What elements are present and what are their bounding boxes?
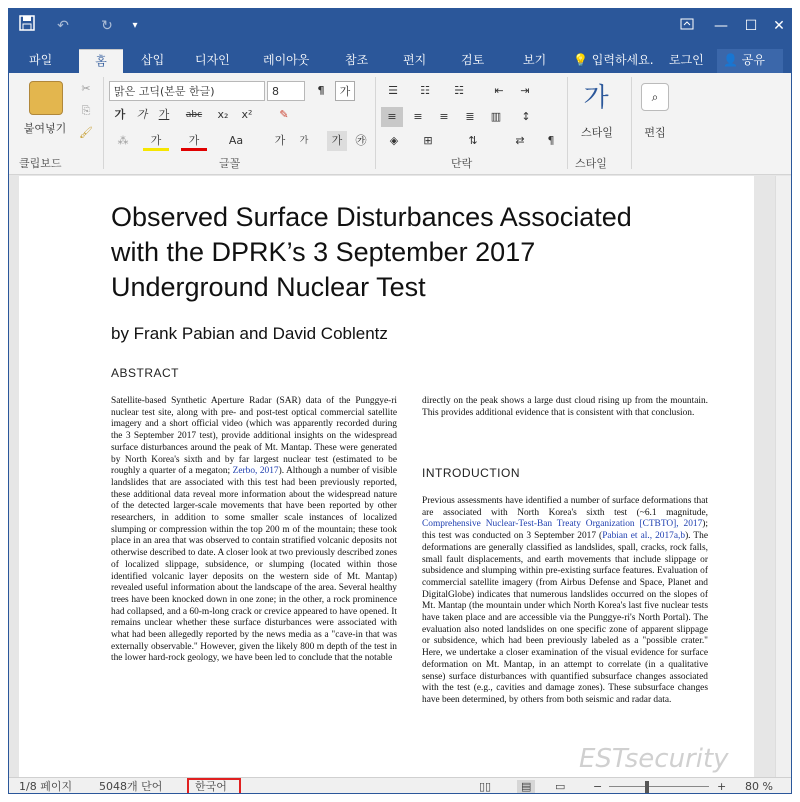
sign-in-link[interactable]: 로그인 [669,53,704,67]
vertical-scrollbar[interactable] [775,176,791,777]
read-mode-icon[interactable]: ▯▯ [479,780,492,793]
text-effects-icon[interactable]: ⁂ [117,134,129,147]
word-count[interactable]: 5048개 단어 [99,780,163,793]
find-icon[interactable]: ⌕ [641,83,669,111]
print-layout-icon[interactable]: ▤ [517,780,535,794]
tab-view[interactable]: 보기 [523,53,547,67]
intro-text: ). The deformations are generally classified as landslides, spall, cracks, rock falls, small fault displacements, and earth movements that include slippage or subsidence and slumping within pre-existing surface features. Evaluation of commercial satellite imagery (from Airbus Defense and Space, Planet and DigitalGlobe) indicates that numerous landslides occurred on the slopes of Mt. Mantap (the mountain under which North Korea's last five nuclear tests have taken place and are accessible via the Punggye-ri's North Portal). The evaluation also noted landslides on one specific zone of apparent slippage or subsidence, which had been previously labeled as a "possible crater." Here, we undertake a closer examination of the visual evidence for surface deformation on Mt. Mantap, in an attempt to correlate (in a qualitative sense) surface disturbances with quantified subsurface changes associated with the test (e.g., cavities and damage zones). These subsurface changes have been determined, by others from both seismic and radar data. [422,531,708,705]
group-separator [103,77,104,169]
zoom-out-button[interactable]: − [593,780,603,793]
web-layout-icon[interactable]: ▭ [555,780,566,793]
align-right-icon[interactable]: ≡ [439,110,449,123]
clipboard-group-label: 클립보드 [19,157,62,170]
undo-icon[interactable]: ↶ [57,18,69,34]
phonetic-guide-icon[interactable]: ¶ [317,84,325,97]
share-label: 공유 [741,53,765,67]
styles-group-label: 스타일 [575,157,607,170]
bold-button[interactable]: 가 [114,108,126,121]
person-icon: 👤 [723,53,738,67]
multilevel-list-icon[interactable]: ☵ [454,84,464,97]
status-bar [9,777,791,794]
intro-text: Previous assessments have identified a number of surface deformations that are associated with North Korea's sixth test (~6.1 magnitude, [422,496,708,518]
paragraph-group-label: 단락 [451,157,473,170]
copy-icon[interactable]: ⎘ [81,104,91,117]
document-area [9,176,791,777]
citation-link[interactable]: Comprehensive Nuclear-Test-Ban Treaty Organization [CTBTO], 2017 [422,519,703,530]
language-indicator[interactable]: 한국어 [195,780,227,793]
show-marks-icon[interactable]: ¶ [547,134,555,147]
highlight-button[interactable]: 가 [143,131,169,151]
grow-font-button[interactable]: 가 [274,134,286,147]
abstract-text-cont: ). Although a number of visible landslides that are associated with this test had been previously reported, these additional data reveal more information about the widespread nature of the detected larger-scale movements that have been reported by other researchers, in addition to some smaller scale instances of localized slumping or compression within the top 200 m of the mountain; these took place in an area that was observed to contain stratified volcanic deposits not otherwise described to date. A closer look at two previously described zones of localized slippage, subsidence, or slumping (located within those identified volcanic layer deposits on the western side of Mt. Mantap) revealed useful information about the landscape of the area. Several healthy trees have been knocked down in one zone; in the other, a rock prominence had collapsed, and a 60-m-long crack or crevice appeared to have opened. It remains unclear whether these surface disturbances were associated with what had been allegedly reported by the news media as a "cave-in that was externally observable." However, given the likely 800 m depth of the test in the lower hard-rock geology, we have been led to conclude that the notable [111,466,397,664]
subscript-button[interactable]: x₂ [217,108,229,121]
abstract-column [111,396,397,776]
intro-text: ); this test was conducted on 3 September 2017 ( [422,519,708,542]
tab-insert[interactable]: 삽입 [141,53,165,67]
font-name-select[interactable]: 맑은 고딕(본문 한글) [109,81,265,101]
sort-icon[interactable]: ⇅ [468,134,478,147]
shrink-font-button[interactable]: 가 [299,136,309,146]
citation-link[interactable]: Pabian et al., 2017a,b [602,531,686,542]
share-button[interactable] [717,49,783,73]
styles-button-label[interactable]: 스타일 [581,126,613,139]
enclose-char-button[interactable]: ㉮ [355,134,367,147]
tell-me-label: 입력하세요. [591,53,654,67]
paste-button-label[interactable]: 붙여넣기 [23,122,67,135]
styles-icon[interactable]: 가 [583,83,609,113]
shading-icon[interactable]: ◈ [389,134,399,147]
tab-file[interactable]: 파일 [29,53,53,67]
borders-icon[interactable]: ⊞ [423,134,433,147]
increase-indent-icon[interactable]: ⇥ [520,84,530,97]
introduction-heading: INTRODUCTION [422,466,520,480]
ribbon-display-icon[interactable] [673,14,701,38]
align-center-icon[interactable]: ≡ [413,110,423,123]
close-icon[interactable]: ✕ [773,18,785,34]
editing-button-label[interactable]: 편집 [644,126,666,139]
title-bar [9,9,791,43]
change-case-button[interactable]: Aa [228,134,244,147]
word-window [8,8,792,794]
save-icon[interactable] [17,15,37,37]
zoom-slider-track[interactable] [609,786,709,787]
redo-icon[interactable]: ↻ [101,18,113,34]
tab-mailings[interactable]: 편지 [403,53,427,67]
right-column-top: directly on the peak shows a large dust cloud rising up from the mountain. This provides additional evidence that is consistent with that conclusion. [422,396,708,418]
doc-title-line-1: Observed Surface Disturbances Associated [111,202,632,232]
doc-authors: by Frank Pabian and David Coblentz [111,324,388,343]
citation-link[interactable]: Zerbo, 2017 [232,466,279,477]
zoom-in-button[interactable]: + [717,780,727,793]
document-page[interactable] [19,176,754,777]
cut-icon[interactable]: ✂ [81,82,91,95]
justify-icon[interactable]: ≣ [465,110,475,123]
ribbon-home [9,73,791,175]
paste-icon[interactable] [29,81,63,115]
asian-layout-icon[interactable]: ⇄ [515,134,525,147]
tab-references[interactable]: 참조 [345,53,369,67]
italic-button[interactable]: 가 [136,108,148,121]
font-size-select[interactable]: 8 [267,81,305,101]
bullets-icon[interactable]: ☰ [388,84,398,97]
minimize-icon[interactable]: — [714,18,728,34]
strikethrough-button[interactable]: abc [185,110,203,120]
maximize-icon[interactable]: ☐ [744,18,758,34]
char-shading-icon[interactable]: 가 [327,131,347,151]
distributed-icon[interactable]: ▥ [490,110,502,123]
doc-title-line-3: Underground Nuclear Test [111,272,426,302]
align-left-icon[interactable]: ≡ [381,107,403,127]
abstract-text: Satellite-based Synthetic Aperture Radar (SAR) data of the Punggye-ri nuclear test site, along with pre- and post-test optical commercial satellite imagery and a short official video (which was apparently recorded during the 3 September 2017 test), provide additional insights on the widespread surface disturbances around the peak of Mt. Mantap. These were generated by North Korea's sixth and by far largest nuclear test (estimated to be roughly a quarter of a megaton; [111,396,397,477]
decrease-indent-icon[interactable]: ⇤ [494,84,504,97]
page-count[interactable]: 1/8 페이지 [19,780,73,793]
line-spacing-icon[interactable]: ↕ [521,110,531,123]
group-separator [567,77,568,169]
format-painter-icon[interactable]: 🖌 [79,126,93,139]
tell-me-box[interactable] [567,49,660,73]
char-border-icon[interactable]: 가 [335,81,355,101]
watermark-text: ESTsecurity [579,744,729,774]
tab-home[interactable]: 홈 [79,49,123,73]
clear-formatting-icon[interactable]: ✎ [279,108,289,121]
ribbon-tabs [9,43,791,73]
abstract-heading: ABSTRACT [111,366,180,380]
zoom-level[interactable]: 80 % [745,780,773,793]
tab-review[interactable]: 검토 [461,53,485,67]
tab-design[interactable]: 디자인 [195,53,230,67]
tab-layout[interactable]: 레이아웃 [263,53,310,67]
group-separator [631,77,632,169]
numbering-icon[interactable]: ☷ [420,84,430,97]
zoom-slider-thumb[interactable] [645,781,649,793]
superscript-button[interactable]: x² [241,108,253,121]
introduction-column [422,496,708,776]
font-group-label: 글꼴 [219,157,241,170]
underline-button[interactable]: 가 [158,108,170,121]
font-color-button[interactable]: 가 [181,131,207,151]
lightbulb-icon: 💡 [573,53,588,67]
doc-title-line-2: with the DPRK’s 3 September 2017 [111,237,536,267]
chevron-down-icon[interactable]: ▾ [132,20,138,31]
group-separator [375,77,376,169]
